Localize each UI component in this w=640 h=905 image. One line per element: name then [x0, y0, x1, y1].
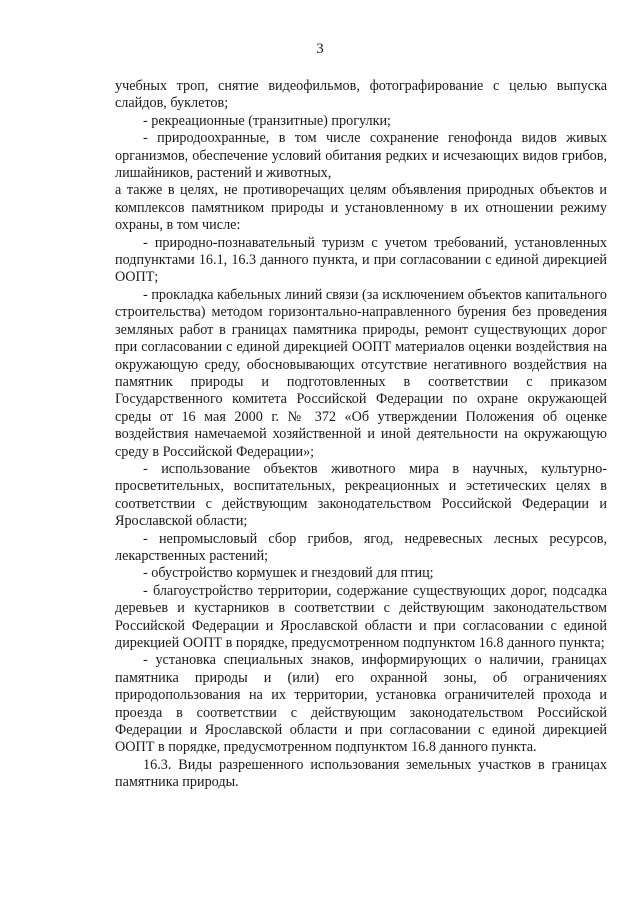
paragraph: - использование объектов животного мира в научных, культурно-просветительных, воспитательных, рекреационных и эстетических целях в соответствии с действующим законодательством Российской Федерации и Ярославской области;: [115, 460, 607, 530]
page-number: 3: [316, 41, 324, 57]
document-body: [115, 78, 607, 792]
paragraph: - установка специальных знаков, информирующих о наличии, границах памятника природы и (или) его охранной зоны, об ограничениях природопользования на их территории, установка ограничителей прохода и проезда в соответствии с действующим законодательством Российской Федерации и Ярославской области и при согласовании с единой дирекцией ООПТ в порядке, предусмотренном подпунктом 16.8 данного пункта.: [115, 652, 607, 756]
paragraph: - обустройство кормушек и гнездовий для птиц;: [143, 565, 434, 582]
paragraph: - природоохранные, в том числе сохранение генофонда видов живых организмов, обеспечение условий обитания редких и исчезающих видов грибов, лишайников, растений и животных,: [115, 130, 607, 182]
paragraph: - прокладка кабельных линий связи (за исключением объектов капитального строительства) методом горизонтально-направленного бурения без проведения земляных работ в границах памятника природы, ремонт существующих дорог при согласовании с единой дирекцией ООПТ материалов оценки воздействия на окружающую среду, обосновывающих отсутствие негативного воздействия на памятник природы и подготовленных в соответствии с приказом Государственного комитета Российской Федерации по охране окружающей среды от 16 мая 2000 г. № 372 «Об утверждении Положения об оценке воздействия намечаемой хозяйственной и иной деятельности на окружающую среду в Российской Федерации»;: [115, 286, 607, 460]
paragraph: 16.3. Виды разрешенного использования земельных участков в границах памятника природы.: [115, 756, 607, 791]
paragraph: а также в целях, не противоречащих целям объявления природных объектов и комплексов памятником природы и установленному в их отношении режиму охраны, в том числе:: [115, 182, 607, 234]
paragraph: - рекреационные (транзитные) прогулки;: [143, 112, 392, 129]
paragraph: - благоустройство территории, содержание существующих дорог, подсадка деревьев и кустарников в соответствии с действующим законодательством Российской Федерации и Ярославской области и при согласовании с единой дирекцией ООПТ в порядке, предусмотренном подпунктом 16.8 данного пункта;: [115, 582, 607, 651]
paragraph: - непромысловый сбор грибов, ягод, недревесных лесных ресурсов, лекарственных растений;: [115, 530, 607, 564]
paragraph: учебных троп, снятие видеофильмов, фотографирование с целью выпуска слайдов, буклетов;: [115, 78, 607, 112]
paragraph: - природно-познавательный туризм с учетом требований, установленных подпунктами 16.1, 16.3 данного пункта, и при согласовании с единой дирекцией ООПТ;: [115, 234, 607, 286]
